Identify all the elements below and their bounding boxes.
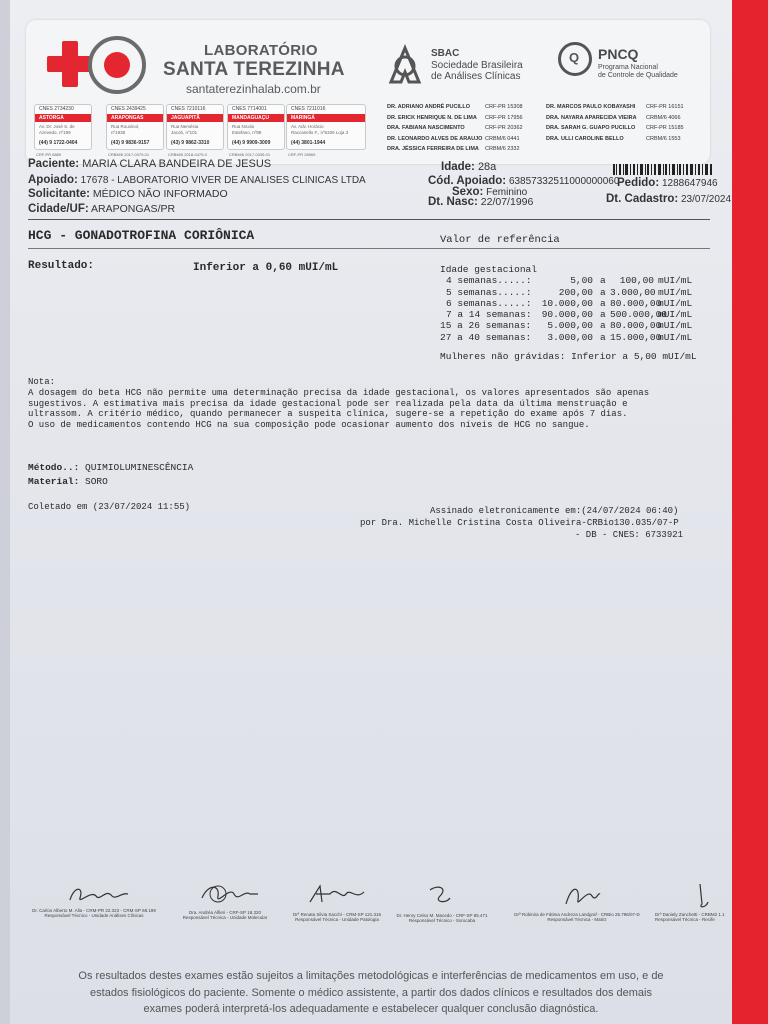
unit-address: Rua Nicola Estefano, nº88 (232, 124, 262, 135)
unit-phone: (43) 9 9836-9157 (111, 140, 150, 146)
solicitante-row: Solicitante: MÉDICO NÃO INFORMADO (28, 188, 228, 200)
unit-city: MARINGÁ (287, 114, 365, 122)
unit-card (227, 104, 285, 150)
red-edge-strip (732, 0, 768, 1024)
brand-line2: SANTA TEREZINHA (163, 59, 345, 80)
unit-card (106, 104, 164, 150)
doctor-row: DRA. JÉSSICA FERREIRA DE LIMA CRBM/6 2332 (387, 146, 520, 152)
result-label: Resultado: (28, 260, 95, 272)
pncq-title: PNCQ (598, 46, 639, 62)
unit-phone: (44) 9 9909-3009 (232, 140, 271, 146)
cod-apoiado-row: Cód. Apoiado: 63857332511000000060 (428, 175, 620, 187)
reference-title: Valor de referência (440, 234, 560, 246)
note-line: ultrassom. A critério médico, quando permanecer a suspeita clínica, sugere-se a repetição do exame após 7 dias. (28, 409, 628, 420)
signature-caption: Dr. Carlos Alberto M. Alla - CRM-PR 22.323 - CRM-SP 68.189 Responsável Técnico - Unidade Análises Clínicas (32, 908, 156, 918)
signature-image (306, 882, 370, 908)
unit-address: Rua Rouxinol, nº1938 (111, 124, 140, 135)
unit-phone: (43) 9 9862-3310 (171, 140, 210, 146)
method-row: Método..: QUIMIOLUMINESCÊNCIA (28, 462, 194, 473)
patient-name-row: Paciente: MARIA CLARA BANDEIRA DE JESUS (28, 158, 272, 170)
signature-caption: Dr. Henry Celso M. Macedo - CRF-SP 85.471 Responsável Técnico - Sorocaba (396, 913, 488, 923)
lab-ring-logo-icon (88, 36, 146, 94)
unit-cnes: CNES 7211016 (291, 106, 326, 112)
exam-title: HCG - GONADOTROFINA CORIÔNICA (28, 228, 255, 243)
note-line: Nota: (28, 377, 56, 387)
barcode-icon (613, 164, 713, 175)
doctor-row: DR. MARCOS PAULO KOBAYASHI CRF-PR 16151 (546, 104, 684, 110)
note-line: sugestivos. A estimativa mais precisa da idade gestacional pode ser realizada pela data da última menstruação e (28, 398, 628, 409)
unit-city: ASTORGA (35, 114, 91, 122)
unit-card (286, 104, 366, 150)
pncq-subtitle: Programa Nacional de Controle de Qualidade (598, 64, 678, 79)
note-line: A dosagem do beta HCG não permite uma determinação precisa da idade gestacional, os valores apresentados são apenas (28, 387, 650, 398)
unit-phone: (44) 9 1722-0404 (39, 140, 78, 146)
unit-phone: (44) 3801-1944 (291, 140, 326, 146)
unit-crm: CRF-PR 28969 (288, 152, 316, 157)
cadastro-row: Dt. Cadastro: 23/07/2024 (606, 193, 732, 205)
unit-cnes: CNES 2734230 (39, 106, 74, 112)
sbac-subtitle: Sociedade Brasileira de Análises Clínicas (431, 60, 523, 82)
unit-card (166, 104, 224, 150)
signature-image (64, 882, 134, 908)
doctors-list-right (546, 102, 684, 144)
doctor-row: DRA. FABIANA NASCIMENTO CRF-PR 20362 (387, 125, 523, 131)
apoiado-row: Apoiado: 17678 - LABORATORIO VIVER DE ANALISES CLINICAS LTDA (28, 174, 366, 186)
nascimento-row: Dt. Nasc: 22/07/1996 (428, 196, 534, 208)
pedido-row: Pedido: 1288647946 (617, 177, 718, 189)
doctors-list-left (387, 102, 523, 155)
cidade-row: Cidade/UF: ARAPONGAS/PR (28, 203, 176, 215)
unit-city: ARAPONGAS (107, 114, 163, 122)
note-line: O uso de medicamentos contendo HCG na sua composição pode ocasionar aumento dos níveis de HCG no sangue. (28, 420, 590, 431)
brand-url: santaterezinhalab.com.br (186, 82, 321, 96)
pncq-logo-icon: Q (558, 42, 592, 76)
footer-disclaimer: Os resultados destes exames estão sujeitos a limitações metodológicas e interferências de medicamentos em uso, e de estados fisiológicos do paciente. Somente o médico assistente, a partir dos dados clínicos e resultados dos demais exames poderá interpretá-los adequadamente e estabelecer qualquer conclusão diagnóstica. (78, 970, 664, 1015)
result-value: Inferior a 0,60 mUI/mL (193, 262, 339, 274)
doctor-row: DRA. NAYARA APARECIDA VIEIRA CRBM/6 4066 (546, 114, 681, 121)
signature-image (692, 882, 712, 912)
unit-card (34, 104, 92, 150)
unit-crm: CRBM/6 2017-0379-01 (108, 152, 150, 157)
signed-line3: - DB - CNES: 6733921 (575, 530, 684, 540)
lab-cross-logo-icon (47, 41, 93, 87)
signed-line1: Assinado eletronicamente em:(24/07/2024 06:40) (430, 506, 679, 516)
doctor-row: DR. ERICK HENRIQUE N. DE LIMA CRF-PR 17956 (387, 114, 523, 121)
signed-line2: por Dra. Michelle Cristina Costa Oliveira-CRBio130.035/07-P (360, 518, 679, 528)
signature-caption: Dra. Andréa Alfieri - CRF-SP 18.320 Responsável Técnica - Unidade Molecular (182, 910, 268, 920)
unit-cnes: CNES 2439425 (111, 106, 146, 112)
doctor-row: DR. LEONARDO ALVES DE ARAUJO CRBM/6 0441 (387, 135, 520, 142)
material-row: Material: SORO (28, 476, 108, 487)
unit-crm: CRBM/6 2018-0479-0 (168, 152, 207, 157)
unit-cnes: CNES 7714001 (232, 106, 267, 112)
unit-address: Rua Nemésia Jacob, nº101 (171, 124, 199, 135)
brand-line1: LABORATÓRIO (204, 42, 318, 59)
note-block (28, 377, 698, 431)
unit-address: Av. Adv. Horácio Raccanello F., nº6326 Loja 3 (291, 124, 349, 135)
unit-city: MANDAGUAÇU (228, 114, 284, 122)
divider (28, 248, 710, 249)
signature-image (424, 882, 454, 908)
signature-image (562, 882, 602, 912)
unit-city: JAGUAPITÃ (167, 114, 223, 122)
doctor-row: DR. ADRIANO ANDRÉ PUCILLO CRF-PR 15308 (387, 104, 523, 110)
signature-caption: Drª Daniely Zanchetti - CRBM2 1.1 Responsável Técnica - Recife (655, 912, 725, 922)
sexo-row: Sexo: Feminino (452, 186, 528, 198)
idade-row: Idade: 28a (441, 161, 497, 173)
unit-crm: CRF-PR 6889 (36, 152, 62, 157)
collected-date: Coletado em (23/07/2024 11:55) (28, 502, 191, 512)
doctor-row: DRA. ULLI CAROLINE BELLO CRBM/6 1553 (546, 135, 681, 142)
divider (28, 219, 710, 220)
signature-image (198, 882, 262, 908)
doctor-row: DRA. SARAH G. GUAPO PUCILLO CRF-PR 15185 (546, 125, 684, 131)
unit-address: Av. Dr. José S. de Azevedo, nº199 (39, 124, 75, 135)
unit-cnes: CNES 7210116 (171, 106, 206, 112)
sbac-logo-icon (387, 44, 423, 88)
unit-crm: CRBM/6 2017-0339-01 (229, 152, 271, 157)
sbac-title: SBAC (431, 48, 460, 59)
signature-caption: Drª Renata Silvia Sacchi - CRM-SP 121.316 Responsável Técnica - Unidade Patologia (292, 912, 382, 922)
signature-caption: Drª Robinira de Fátima Andreza Landgraf - CRBio 25.796/07-D Responsável Técnica - Matriz (514, 912, 640, 922)
